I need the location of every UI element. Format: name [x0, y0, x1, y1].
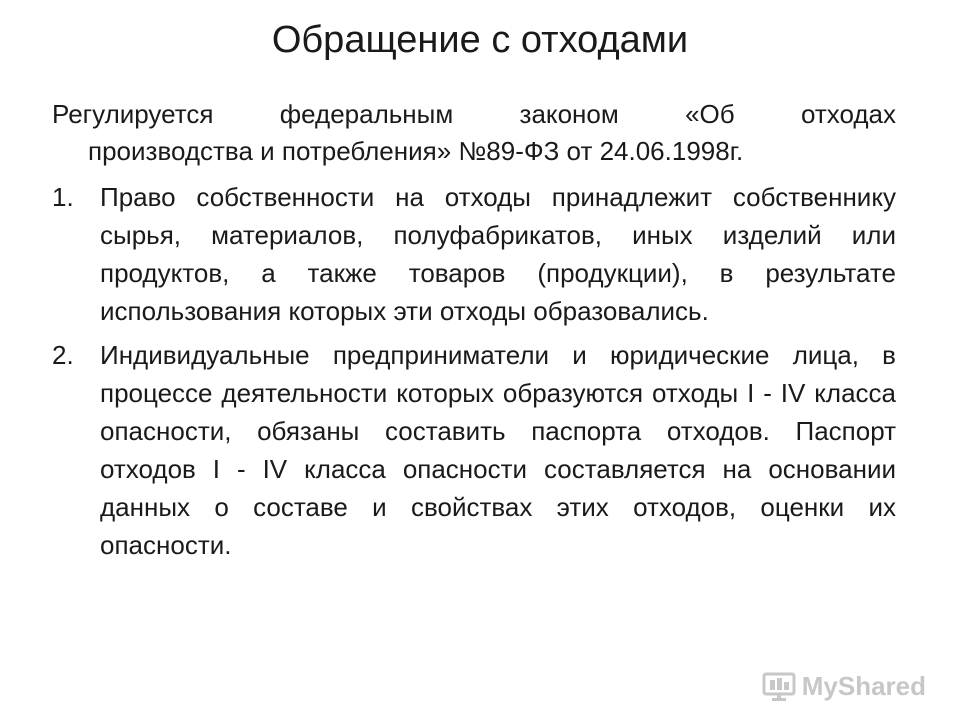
list-item-number: 2. [52, 340, 74, 370]
list-item-number: 1. [52, 182, 74, 212]
presentation-screen-icon [762, 672, 796, 702]
list-item [52, 178, 896, 330]
watermark-logo-text: MyShared [801, 671, 926, 701]
intro-first-line: Регулируется федеральным законом «Об отходах [52, 99, 896, 129]
numbered-list [52, 178, 896, 570]
list-item [52, 336, 896, 564]
slide-title: Обращение с отходами [271, 19, 689, 61]
myshared-watermark [762, 671, 926, 702]
intro-rest: производства и потребления» №89-ФЗ от 24.06.1998г. [88, 136, 744, 166]
list-item-text: Индивидуальные предприниматели и юридические лица, в процессе деятельности которых образуются отходы I - IV класса опасности, обязаны составить паспорта отходов. Паспорт отходов I - IV класса опасности составляется на основании данных о составе и свойствах этих отходов, оценки их опасности. [100, 340, 896, 560]
intro-paragraph [52, 96, 896, 170]
list-item-text: Право собственности на отходы принадлежит собственнику сырья, материалов, полуфабрикатов, иных изделий или продуктов, а также товаров (продукции), в результате использования которых эти отходы образовались. [100, 182, 896, 326]
